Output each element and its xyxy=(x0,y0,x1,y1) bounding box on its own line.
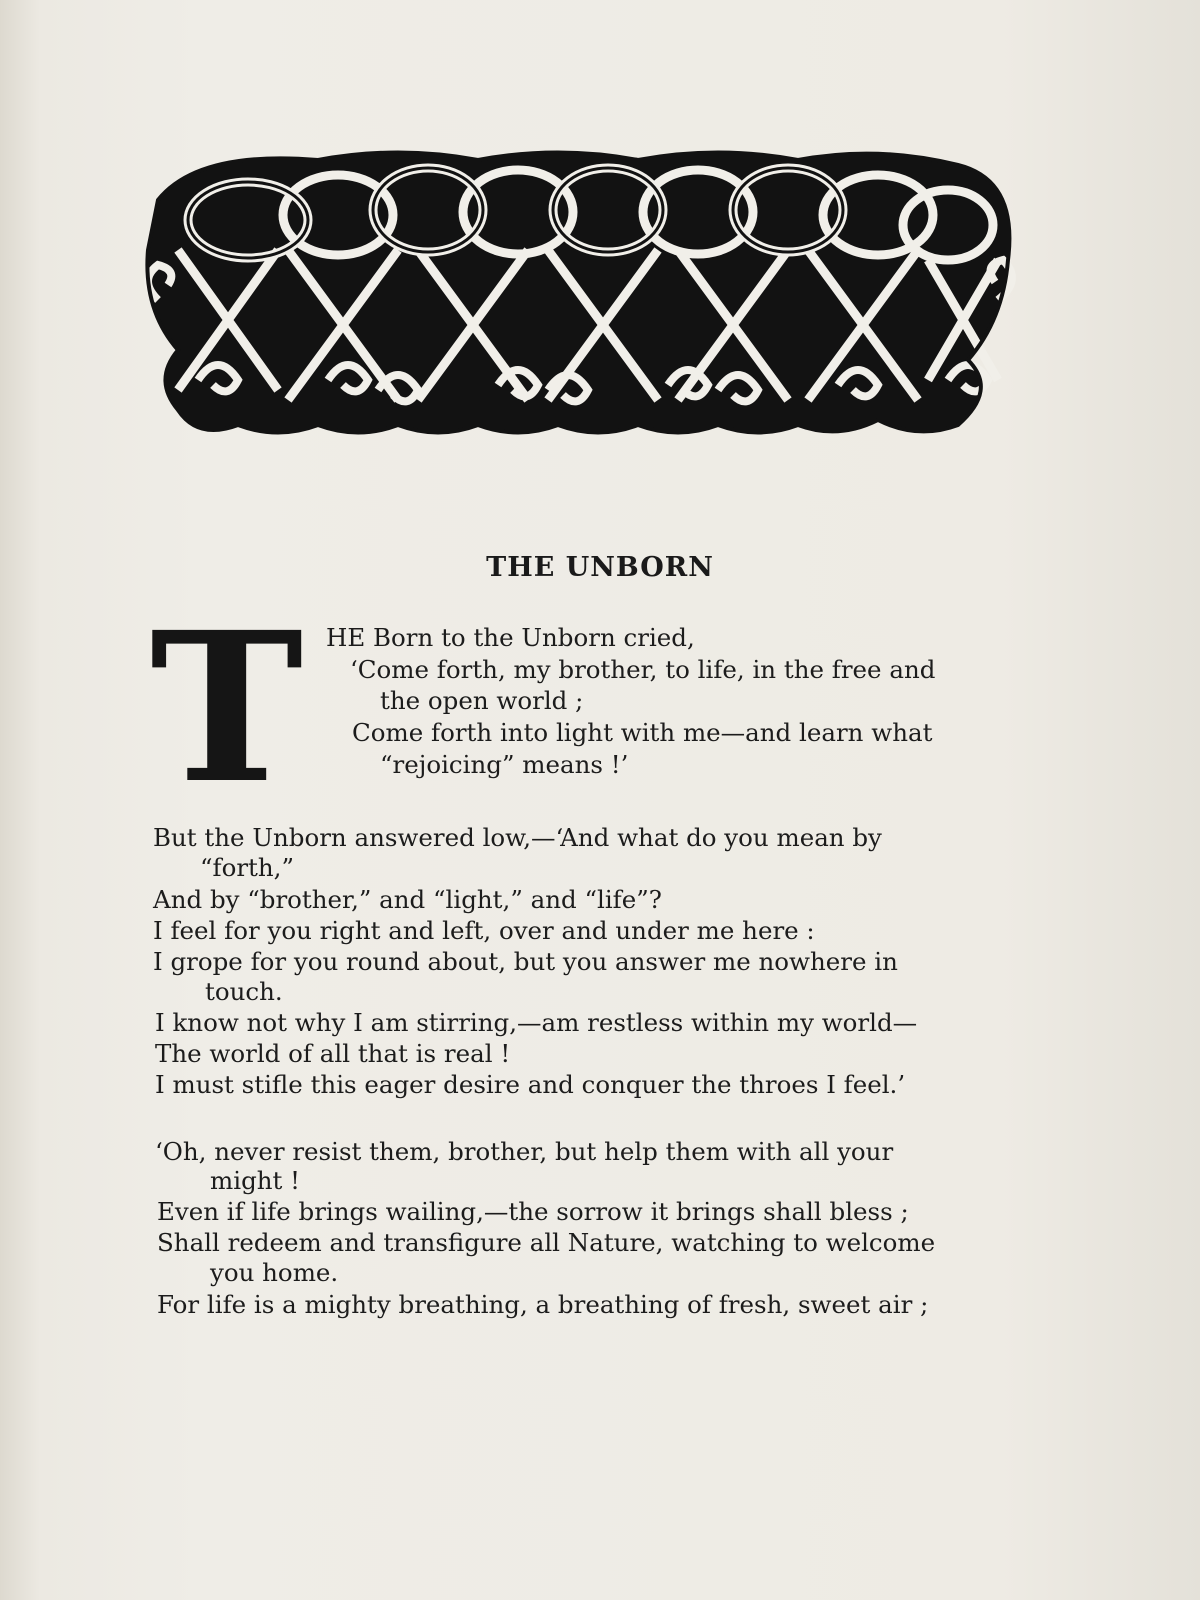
stanza2-line: And by “brother,” and “light,” and “life”? xyxy=(153,885,662,914)
stanza3-line: Shall redeem and transfigure all Nature, watching to welcome xyxy=(157,1228,936,1257)
stanza2-line: But the Unborn answered low,—‘And what do you mean by xyxy=(153,823,882,852)
stanza3-line: might ! xyxy=(210,1166,301,1195)
stanza2-line: I must stifle this eager desire and conquer the throes I feel.’ xyxy=(155,1070,906,1099)
stanza2-line: The world of all that is real ! xyxy=(155,1039,511,1068)
stanza1-line: “rejoicing” means !’ xyxy=(380,750,629,779)
stanza2-line: I know not why I am stirring,—am restless within my world— xyxy=(155,1008,918,1037)
stanza2-line: I grope for you round about, but you answer me nowhere in xyxy=(153,947,898,976)
poem-title: THE UNBORN xyxy=(486,552,714,583)
stanza2-line: touch. xyxy=(205,977,283,1006)
drop-cap: T xyxy=(150,587,304,829)
stanza2-line: “forth,” xyxy=(200,853,294,882)
stanza2-line: I feel for you right and left, over and under me here : xyxy=(153,916,815,945)
stanza1-line: Come forth into light with me—and learn what xyxy=(352,718,933,747)
stanza1-line: the open world ; xyxy=(380,686,584,715)
stanza3-line: ‘Oh, never resist them, brother, but help them with all your xyxy=(155,1137,894,1166)
stanza3-line: you home. xyxy=(210,1258,339,1287)
stanza3-line: For life is a mighty breathing, a breathing of fresh, sweet air ; xyxy=(157,1290,929,1319)
stanza1-line: HE Born to the Unborn cried, xyxy=(326,623,695,652)
stanza1-line: ‘Come forth, my brother, to life, in the free and xyxy=(350,655,936,684)
celtic-knotwork-headpiece-icon xyxy=(138,140,1028,450)
stanza3-line: Even if life brings wailing,—the sorrow it brings shall bless ; xyxy=(157,1197,909,1226)
